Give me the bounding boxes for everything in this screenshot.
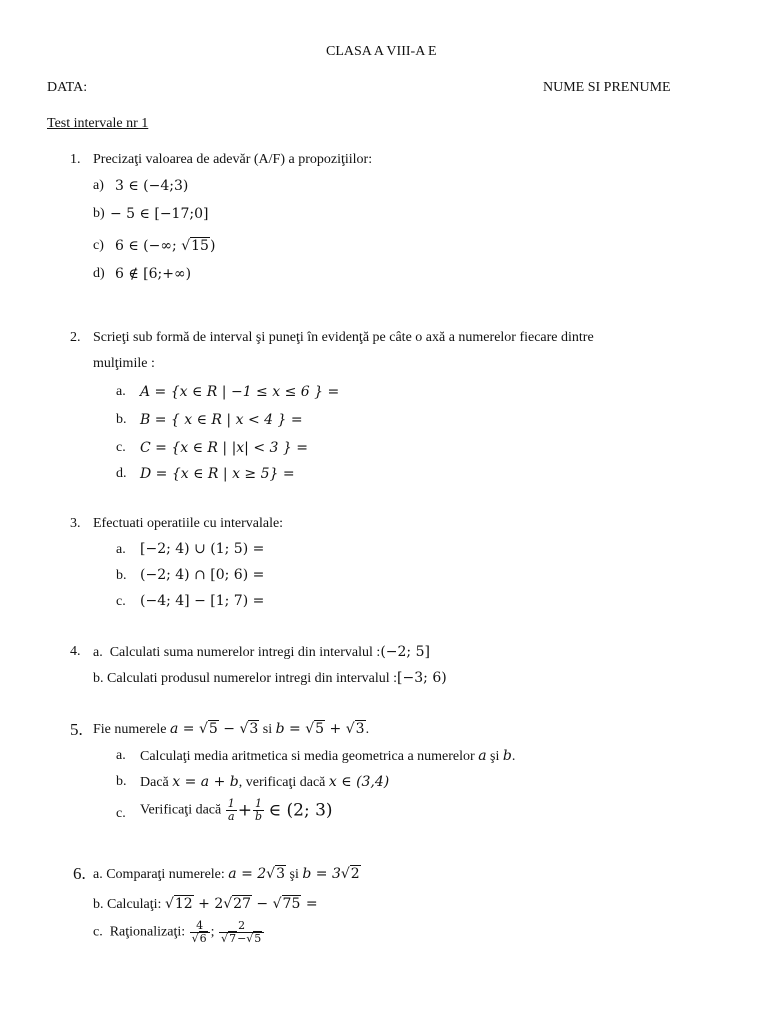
q2-item-expr: D = {x ∈ R | x ≥ 5} =: [140, 466, 295, 482]
q3-item-label: c.: [116, 594, 126, 609]
q1-item-label: d): [93, 266, 105, 281]
q3-item-label: b.: [116, 568, 127, 583]
q4-number: 4.: [70, 644, 81, 659]
name-label: NUME SI PRENUME: [543, 80, 671, 95]
q6-line-b: b. Calculaţi: √12 + 2√27 − √75 =: [93, 896, 318, 912]
q5-intro: Fie numerele a = √5 − √3 si b = √5 + √3.: [93, 721, 370, 737]
test-title: Test intervale nr 1: [47, 116, 149, 131]
q1-number: 1.: [70, 152, 81, 167]
q1-item-expr: − 5 ∈ [−17;0]: [110, 206, 209, 222]
q2-item-expr: A = {x ∈ R | −1 ≤ x ≤ 6 } =: [140, 384, 340, 400]
q1-item-expr: 3 ∈ (−4;3): [115, 178, 189, 194]
q5-item-label: b.: [116, 774, 127, 789]
q6-number: 6.: [73, 864, 86, 883]
q5-number: 5.: [70, 720, 83, 739]
q1-item-label: a): [93, 178, 104, 193]
q4-line-b: b. Calculati produsul numerelor intregi din intervalul :[−3; 6): [93, 670, 447, 686]
q2-item-label: b.: [116, 412, 127, 427]
q6-line-c: c. Raţionalizaţi: $\frac{4}{√6}$ ; $\frac{2}{√7-√5}$: [93, 920, 265, 945]
q2-item-label: c.: [116, 440, 126, 455]
q3-item-expr: (−2; 4) ∩ [0; 6) =: [140, 567, 265, 583]
q3-number: 3.: [70, 516, 81, 531]
date-label: DATA:: [47, 80, 88, 95]
q3-item-label: a.: [116, 542, 126, 557]
q3-text: Efectuati operatiile cu intervalale:: [93, 516, 284, 531]
q2-text-line1: Scrieţi sub formă de interval şi puneţi în evidenţă pe câte o axă a numerelor fiecare dintre: [93, 330, 594, 345]
class-title: CLASA A VIII-A E: [326, 44, 437, 59]
q1-text: Precizaţi valoarea de adevăr (A/F) a propoziţiilor:: [93, 152, 373, 167]
q2-item-label: d.: [116, 466, 127, 481]
q2-text-line2: mulţimile :: [93, 356, 155, 371]
q3-item-expr: [−2; 4) ∪ (1; 5) =: [140, 541, 265, 557]
q5-item-label: a.: [116, 748, 126, 763]
q5-item-b: Dacă x = a + b, verificaţi dacă x ∈ (3,4): [140, 774, 390, 790]
q5-item-a: Calculaţi media aritmetica si media geometrica a numerelor a şi b.: [140, 748, 516, 764]
q3-item-expr: (−4; 4] − [1; 7) =: [140, 593, 265, 609]
q1-item-expr: 6 ∉ [6;+∞): [115, 266, 192, 282]
q2-item-expr: B = { x ∈ R | x < 4 } =: [140, 412, 303, 428]
q2-item-label: a.: [116, 384, 126, 399]
q4-line-a: a. Calculati suma numerelor intregi din intervalul :(−2; 5]: [93, 644, 430, 660]
q1-item-label: b): [93, 206, 105, 221]
q2-item-expr: C = {x ∈ R | |x| < 3 } =: [140, 440, 308, 456]
q5-item-label: c.: [116, 806, 126, 821]
q2-number: 2.: [70, 330, 81, 345]
q5-item-c: Verificaţi dacă $\frac{1}{a}$ + $\frac{1}{b}$ ∈ (2; 3): [140, 797, 333, 823]
q6-line-a: a. Comparaţi numerele: a = 2√3 şi b = 3√2: [93, 866, 360, 882]
q1-item-expr: 6 ∈ (−∞; √15): [115, 238, 216, 254]
q1-item-label: c): [93, 238, 104, 253]
